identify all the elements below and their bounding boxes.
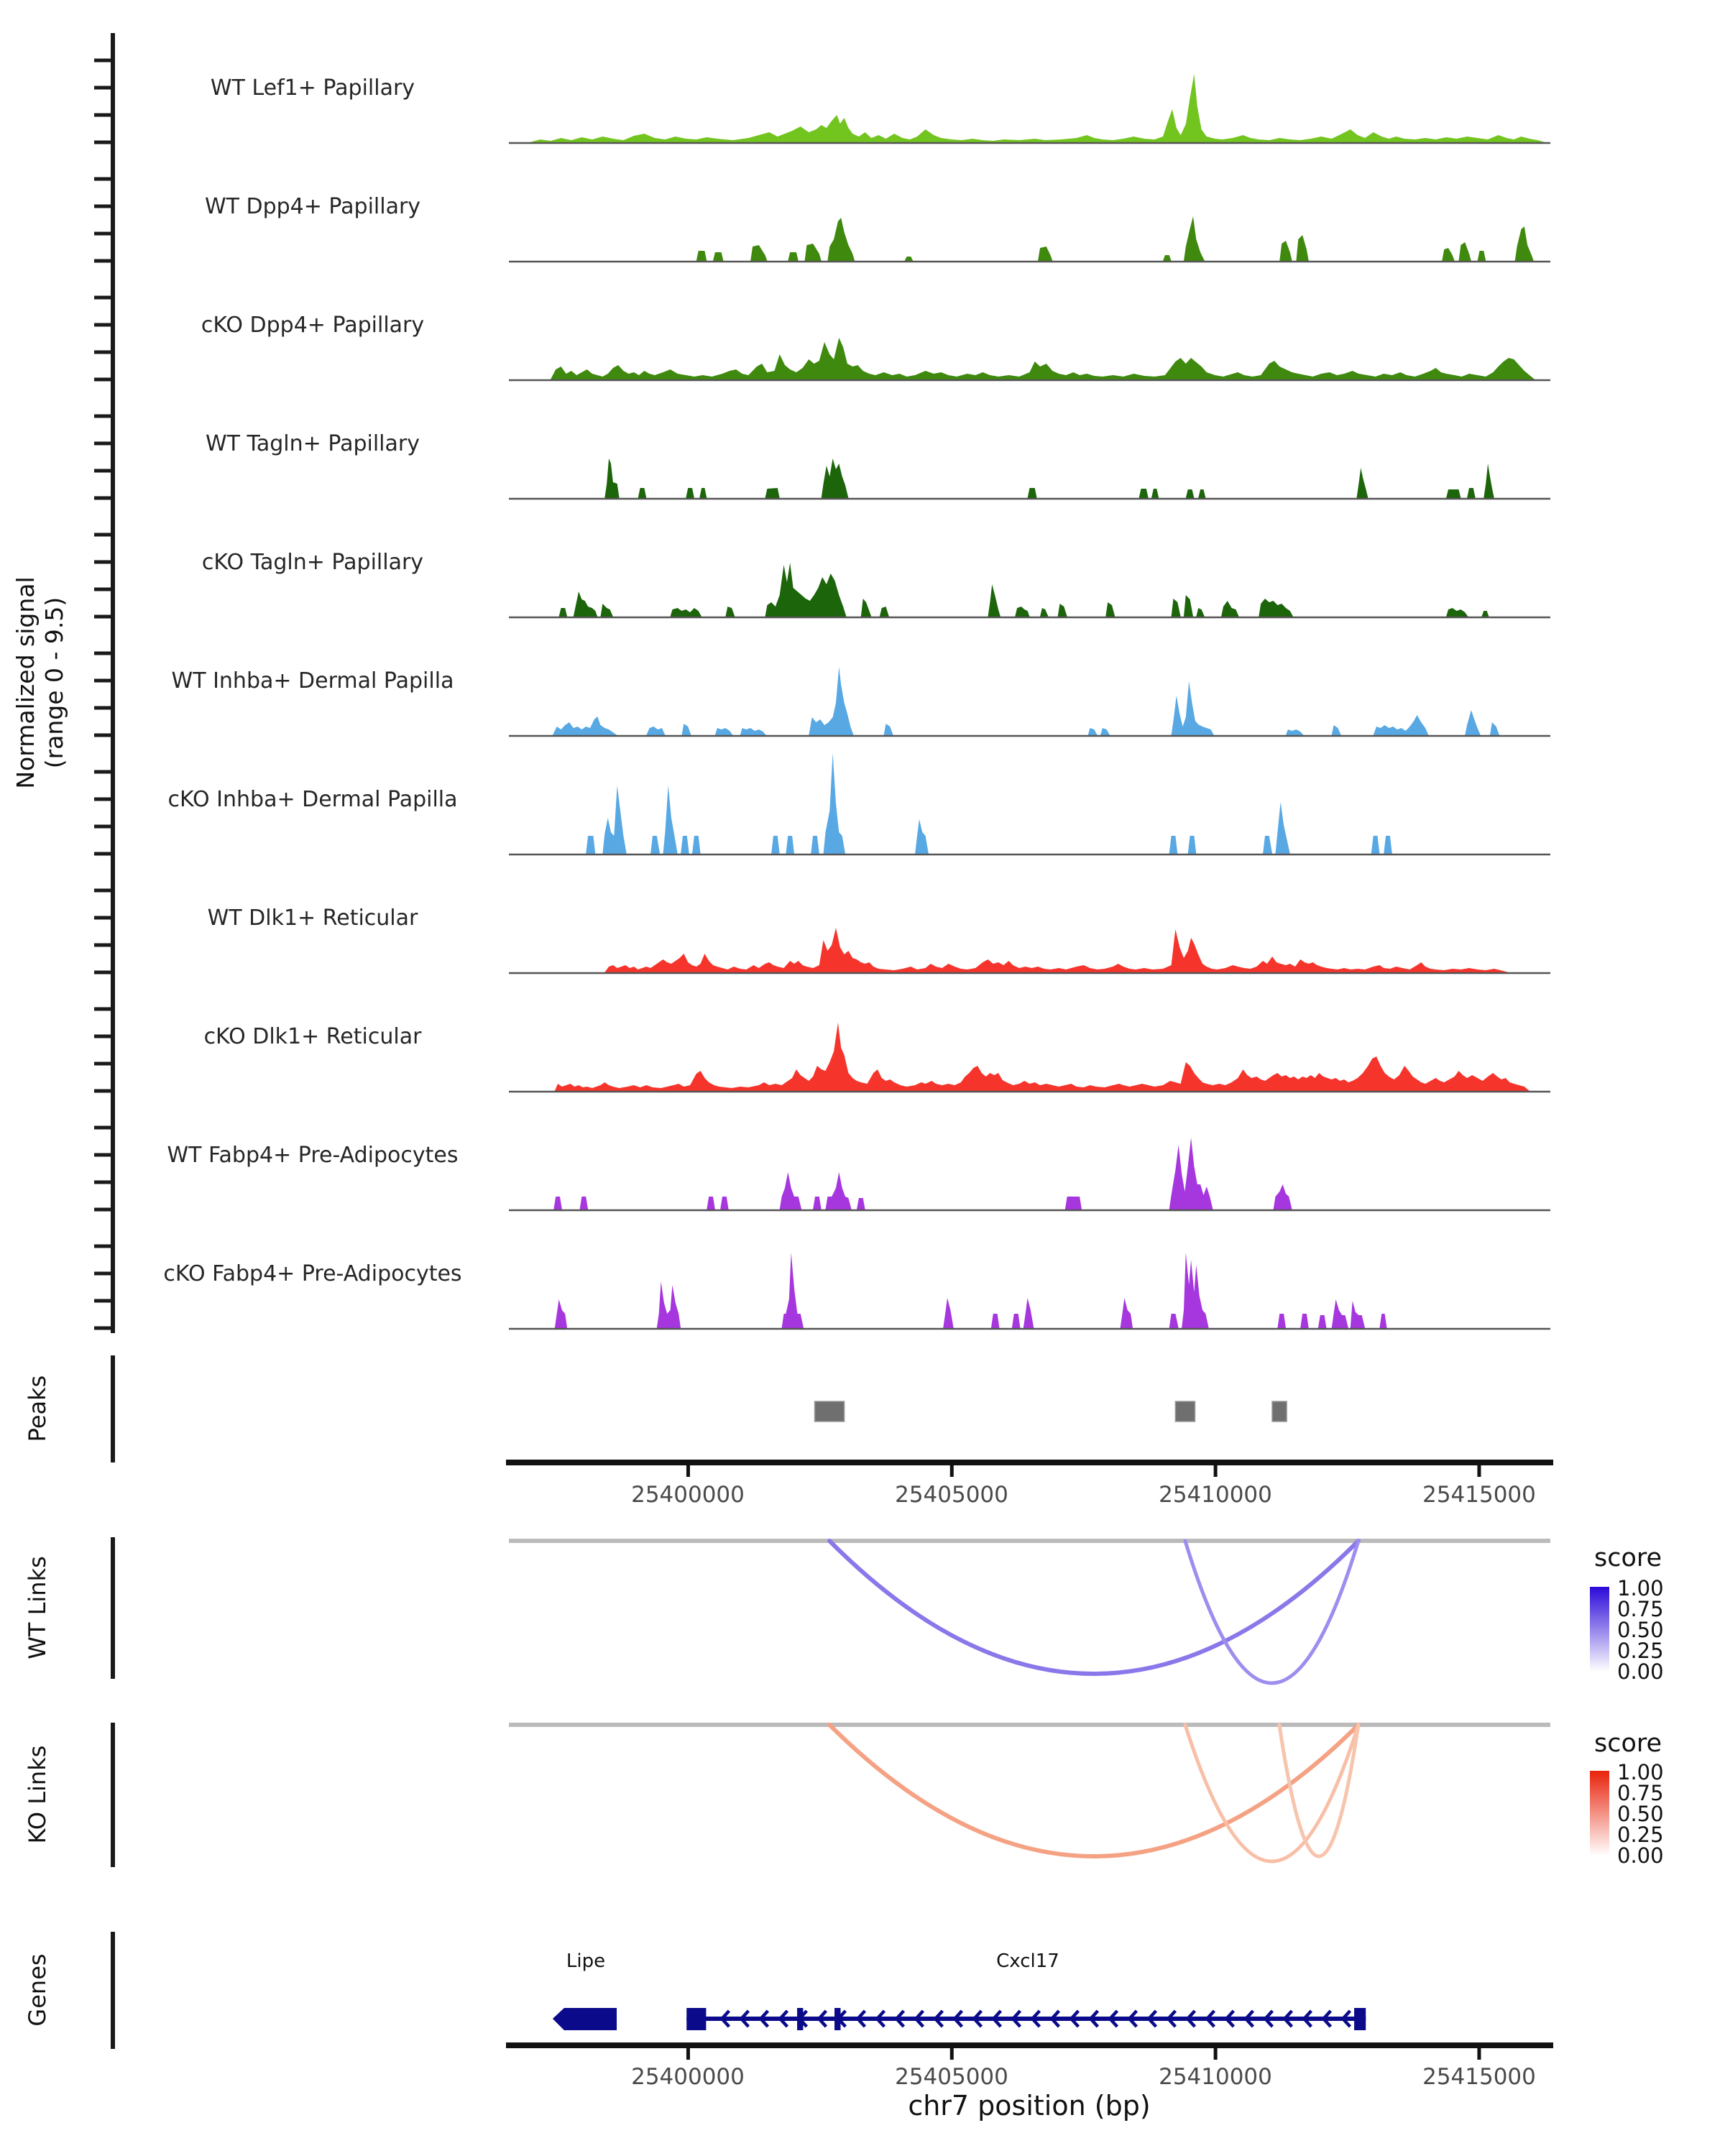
y-axis-label-line1: Normalized signal: [12, 576, 40, 789]
coverage-track-3: [509, 459, 1550, 498]
ko-links-arc-2: [1279, 1725, 1358, 1856]
ko-score-legend-title: score: [1593, 1729, 1662, 1758]
bottom-axis-tick-25410000: 25410000: [1159, 2064, 1272, 2090]
gene-body-Lipe: [553, 2008, 617, 2030]
coverage-track-1: [509, 216, 1550, 261]
ko-legend-0.75: 0.75: [1617, 1781, 1664, 1805]
ko-legend-0.00: 0.00: [1617, 1843, 1664, 1868]
y-axis-label-line2: (range 0 - 9.5): [40, 596, 68, 769]
track-label-wt-lef1-papillary: WT Lef1+ Papillary: [210, 75, 415, 101]
track-label-wt-dlk1-reticular: WT Dlk1+ Reticular: [207, 906, 418, 931]
wt-legend-0.75: 0.75: [1617, 1597, 1664, 1621]
peak-interval-2: [1272, 1401, 1287, 1422]
wt-legend-0.50: 0.50: [1617, 1618, 1664, 1642]
coverage-track-7: [509, 928, 1550, 972]
gene-exon-Cxcl17-3: [1354, 2008, 1366, 2030]
gene-exon-Cxcl17-0: [686, 2008, 706, 2030]
bottom-axis-tick-25405000: 25405000: [895, 2064, 1008, 2090]
coverage-track-6: [509, 753, 1550, 854]
section-label-peaks: Peaks: [24, 1375, 51, 1442]
y-axis-label: [12, 576, 69, 788]
x-axis-title: chr7 position (bp): [908, 2090, 1151, 2122]
wt-score-gradient-bar: [1590, 1587, 1609, 1672]
track-label-wt-fabp4-pre-adipocytes: WT Fabp4+ Pre-Adipocytes: [167, 1143, 459, 1168]
track-label-cko-inhba-dermal-papilla: cKO Inhba+ Dermal Papilla: [167, 787, 458, 812]
top-axis-tick-25410000: 25410000: [1159, 1482, 1272, 1508]
coverage-track-4: [509, 563, 1550, 617]
track-label-wt-dpp4-papillary: WT Dpp4+ Papillary: [204, 194, 421, 219]
top-axis-tick-25400000: 25400000: [631, 1482, 745, 1508]
ko-score-gradient-bar: [1590, 1771, 1609, 1856]
coverage-track-0: [509, 74, 1550, 142]
wt-legend-0.00: 0.00: [1617, 1659, 1664, 1684]
coverage-track-5: [509, 667, 1550, 735]
section-label-wt-links: WT Links: [24, 1556, 51, 1659]
section-label-genes: Genes: [24, 1953, 51, 2027]
track-label-cko-tagln-papillary: cKO Tagln+ Papillary: [201, 550, 424, 575]
top-axis-tick-25405000: 25405000: [895, 1482, 1008, 1508]
wt-links-arc-0: [829, 1541, 1358, 1674]
peak-interval-1: [1175, 1401, 1195, 1422]
bottom-axis-tick-25400000: 25400000: [631, 2064, 745, 2090]
track-label-cko-fabp4-pre-adipocytes: cKO Fabp4+ Pre-Adipocytes: [163, 1261, 462, 1286]
wt-score-legend-title: score: [1593, 1544, 1662, 1572]
top-axis-tick-25415000: 25415000: [1422, 1482, 1536, 1508]
section-label-ko-links: KO Links: [24, 1745, 51, 1844]
coverage-track-2: [509, 338, 1550, 379]
track-label-wt-inhba-dermal-papilla: WT Inhba+ Dermal Papilla: [171, 668, 454, 694]
wt-legend-1.00: 1.00: [1617, 1576, 1664, 1600]
wt-legend-0.25: 0.25: [1617, 1639, 1664, 1663]
gene-label-lipe: Lipe: [566, 1950, 606, 1972]
ko-legend-0.25: 0.25: [1617, 1823, 1664, 1847]
track-label-cko-dpp4-papillary: cKO Dpp4+ Papillary: [201, 313, 425, 338]
ko-legend-0.50: 0.50: [1617, 1802, 1664, 1826]
track-label-cko-dlk1-reticular: cKO Dlk1+ Reticular: [203, 1024, 422, 1049]
ko-legend-1.00: 1.00: [1617, 1760, 1664, 1784]
coverage-track-9: [509, 1138, 1550, 1210]
coverage-track-8: [509, 1023, 1550, 1091]
gene-label-cxcl17: Cxcl17: [996, 1950, 1059, 1972]
track-label-wt-tagln-papillary: WT Tagln+ Papillary: [206, 431, 420, 456]
ko-links-arc-0: [829, 1725, 1358, 1856]
peak-interval-0: [815, 1401, 845, 1422]
coverage-track-10: [509, 1253, 1550, 1328]
bottom-axis-tick-25415000: 25415000: [1422, 2064, 1536, 2090]
